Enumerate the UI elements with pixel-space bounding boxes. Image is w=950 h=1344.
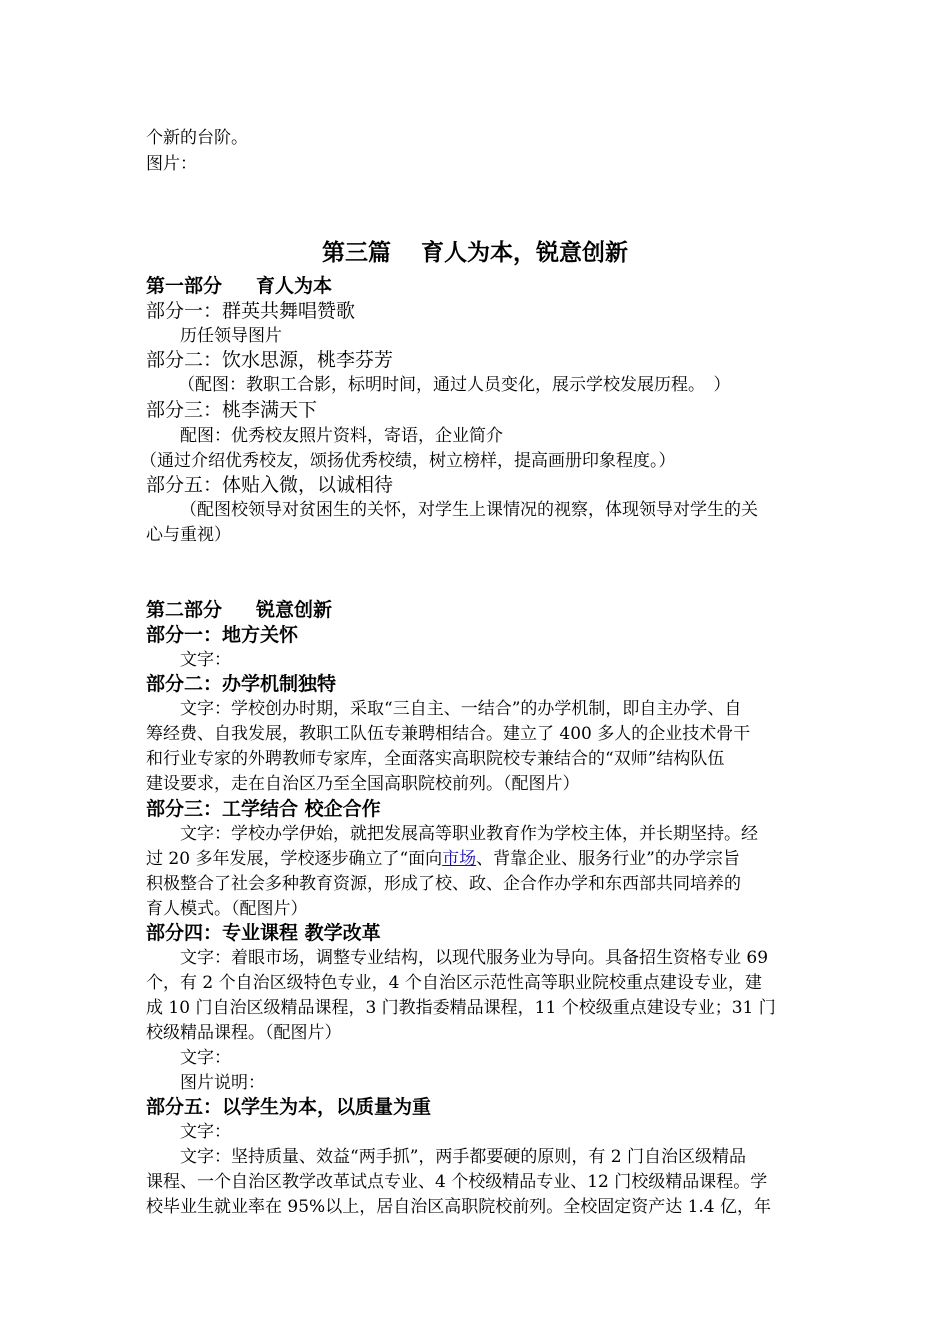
body-text: 积极整合了社会多种教育资源，形成了校、政、企合作办学和东西部共同培养的 xyxy=(146,874,741,894)
body-text: 文字：学校创办时期，采取“三自主、一结合”的办学机制，即自主办学、自 xyxy=(180,699,742,719)
section-heading: 部分三：桃李满天下 xyxy=(146,399,318,421)
body-text: 和行业专家的外聘教师专家库，全面落实高职院校专兼结合的“双师”结构队伍 xyxy=(146,749,725,769)
body-text: 图片说明： xyxy=(180,1073,265,1093)
market-link[interactable]: 市场 xyxy=(442,849,477,869)
body-text: 文字：着眼市场，调整专业结构，以现代服务业为导向。具备招生资格专业 69 xyxy=(180,948,769,968)
body-text: 个新的台阶。 xyxy=(146,128,248,148)
body-text: （配图：教职工合影，标明时间，通过人员变化，展示学校发展历程。 ） xyxy=(178,375,731,395)
section-heading: 部分二：办学机制独特 xyxy=(146,673,337,695)
part-heading: 第一部分 育人为本 xyxy=(146,275,333,297)
body-text: 文字：学校办学伊始，就把发展高等职业教育作为学校主体，并长期坚持。经 xyxy=(180,824,758,844)
chapter-title xyxy=(0,234,950,267)
section-heading: 部分三：工学结合 校企合作 xyxy=(146,798,381,820)
body-text: 配图：优秀校友照片资料，寄语，企业简介 xyxy=(180,426,503,446)
section-heading: 部分五：以学生为本，以质量为重 xyxy=(146,1096,432,1118)
body-text: 历任领导图片 xyxy=(180,326,282,346)
body-text: 校级精品课程。（配图片） xyxy=(146,1023,342,1043)
body-text: （配图校领导对贫困生的关怀，对学生上课情况的视察，体现领导对学生的关 xyxy=(180,500,758,520)
body-text: 筹经费、自我发展，教职工队伍专兼聘相结合。建立了 400 多人的企业技术骨干 xyxy=(146,724,751,744)
section-heading: 部分五：体贴入微，以诚相待 xyxy=(146,474,394,496)
body-text: 文字： xyxy=(180,1122,231,1142)
body-text: 心与重视） xyxy=(146,525,231,545)
chapter-number: 第三篇 xyxy=(322,240,391,266)
body-text: 过 20 多年发展，学校逐步确立了“面向市场、背靠企业、服务行业”的办学宗旨 xyxy=(146,849,740,869)
section-heading: 部分一：地方关怀 xyxy=(146,624,299,646)
body-text: 建设要求，走在自治区乃至全国高职院校前列。（配图片） xyxy=(146,774,580,794)
body-text: 育人模式。（配图片） xyxy=(146,899,308,919)
section-heading: 部分一：群英共舞唱赞歌 xyxy=(146,300,356,322)
body-text: 个，有 2 个自治区级特色专业，4 个自治区示范性高等职业院校重点建设专业，建 xyxy=(146,973,762,993)
section-heading: 部分四：专业课程 教学改革 xyxy=(146,922,381,944)
chapter-subtitle: 育人为本，锐意创新 xyxy=(421,240,628,266)
body-text: 课程、一个自治区教学改革试点专业、4 个校级精品专业、12 门校级精品课程。学 xyxy=(146,1172,768,1192)
body-text: 文字：坚持质量、效益“两手抓”，两手都要硬的原则，有 2 门自治区级精品 xyxy=(180,1147,747,1167)
body-text: 校毕业生就业率在 95%以上，居自治区高职院校前列。全校固定资产达 1.4 亿，年 xyxy=(146,1197,772,1217)
body-text: 文字： xyxy=(180,1048,231,1068)
body-text: 成 10 门自治区级精品课程，3 门教指委精品课程，11 个校级重点建设专业；31 门 xyxy=(146,998,776,1018)
part-heading: 第二部分 锐意创新 xyxy=(146,599,333,621)
section-heading: 部分二：饮水思源，桃李芬芳 xyxy=(146,349,394,371)
body-text: （通过介绍优秀校友，颂扬优秀校绩，树立榜样，提高画册印象程度。） xyxy=(140,451,676,471)
body-text: 文字： xyxy=(180,650,231,670)
body-text: 图片： xyxy=(146,154,197,174)
